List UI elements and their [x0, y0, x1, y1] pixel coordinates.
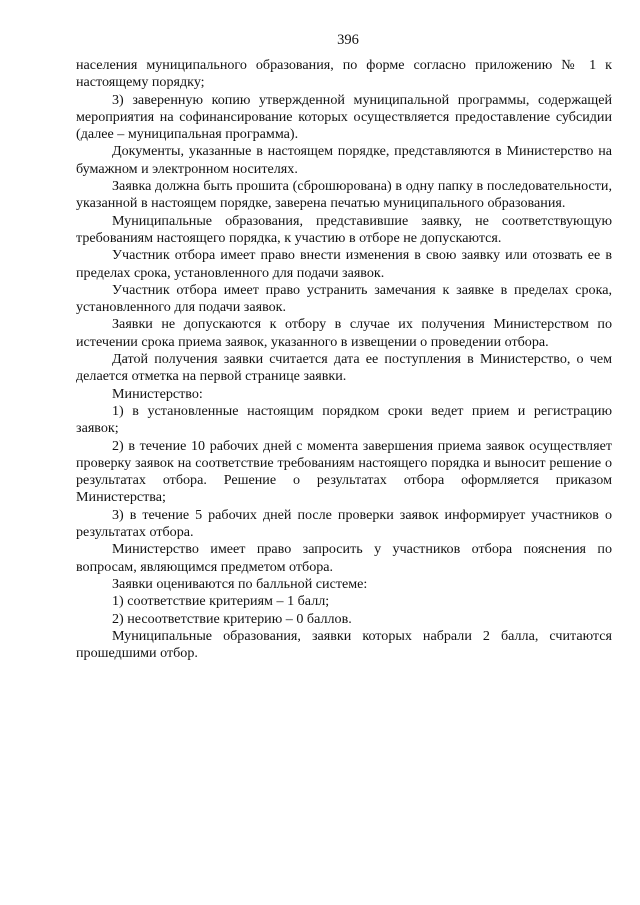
paragraph-right-to-amend: Участник отбора имеет право внести изменения в свою заявку или отозвать ее в пределах срока, установленного для подачи заявок.: [76, 247, 612, 281]
paragraph-passing-condition: Муниципальные образования, заявки которых набрали 2 балла, считаются прошедшими отбор.: [76, 627, 612, 662]
paragraph-score-compliance: 1) соответствие критериям – 1 балл;: [112, 593, 330, 610]
paragraph-ministry-item-2: 2) в течение 10 рабочих дней с момента завершения приема заявок осуществляет проверку заявок на соответствие требованиям настоящего порядка и выносит решение о результатах отбора. Решение о результатах отбора оформляется приказом Министерства;: [76, 437, 612, 506]
page-number: 396: [337, 32, 359, 48]
paragraph-score-noncompliance: 2) несоответствие критерию – 0 баллов.: [112, 610, 352, 627]
paragraph-receipt-date: Датой получения заявки считается дата ее поступления в Министерство, о чем делается отметка на первой странице заявки.: [76, 351, 612, 385]
paragraph-scoring-system: Заявки оцениваются по балльной системе:: [112, 575, 368, 592]
paragraph-item-3-program-copy: 3) заверенную копию утвержденной муниципальной программы, содержащей мероприятия на софинансирование которых осуществляется предоставление субсидии (далее – муниципальная программа).: [76, 91, 612, 143]
paragraph-ministry-item-3: 3) в течение 5 рабочих дней после проверки заявок информирует участников о результатах отбора.: [76, 506, 612, 541]
document-body: [76, 57, 612, 662]
paragraph-right-to-fix-remarks: Участник отбора имеет право устранить замечания к заявке в пределах срока, установленного для подачи заявок.: [76, 281, 612, 316]
paragraph-ministry-heading: Министерство:: [112, 385, 203, 402]
paragraph-documents-submission: Документы, указанные в настоящем порядке, представляются в Министерство на бумажном и электронном носителях.: [76, 143, 612, 177]
paragraph-continuation: населения муниципального образования, по форме согласно приложению № 1 к настоящему порядку;: [76, 57, 612, 91]
paragraph-nonconforming-applications: Муниципальные образования, представившие заявку, не соответствующую требованиям настоящего порядка, к участию в отборе не допускаются.: [76, 212, 612, 246]
paragraph-ministry-item-1: 1) в установленные настоящим порядком сроки ведет прием и регистрацию заявок;: [76, 402, 612, 437]
paragraph-clarification-requests: Министерство имеет право запросить у участников отбора пояснения по вопросам, являющимся предметом отбора.: [76, 541, 612, 575]
paragraph-application-binding: Заявка должна быть прошита (сброшюрована) в одну папку в последовательности, указанной в настоящем порядке, заверена печатью муниципального образования.: [76, 178, 612, 212]
paragraph-late-applications: Заявки не допускаются к отбору в случае их получения Министерством по истечении срока приема заявок, указанного в извещении о проведении отбора.: [76, 316, 612, 350]
